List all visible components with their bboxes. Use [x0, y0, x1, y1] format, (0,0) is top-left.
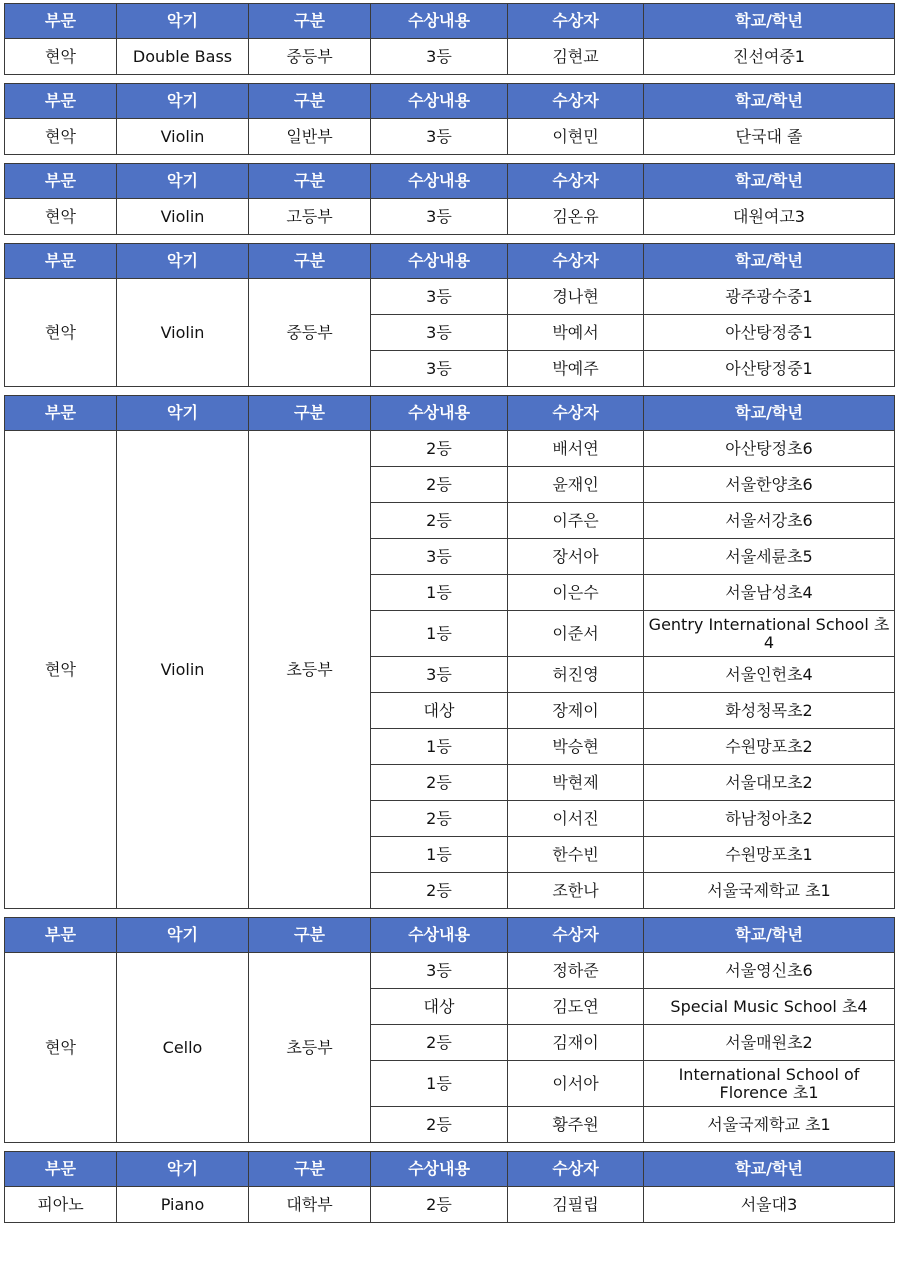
winner-cell: 윤재인: [508, 467, 644, 503]
header-category: 부문: [5, 4, 117, 39]
school-cell: International School of Florence 초1: [644, 1061, 895, 1107]
school-cell: 진선여중1: [644, 39, 895, 75]
winner-cell: 김필립: [508, 1187, 644, 1223]
winner-cell: 이현민: [508, 119, 644, 155]
award-table: [4, 243, 895, 387]
category-cell: 현악: [5, 199, 117, 235]
winner-cell: 한수빈: [508, 837, 644, 873]
school-cell: 서울세륜초5: [644, 539, 895, 575]
winner-cell: 박예주: [508, 351, 644, 387]
header-instrument: 악기: [117, 918, 249, 953]
school-cell: 광주광수중1: [644, 279, 895, 315]
award-table: [4, 163, 895, 235]
category-cell: 피아노: [5, 1187, 117, 1223]
table-header-row: [5, 244, 895, 279]
school-cell: 서울한양초6: [644, 467, 895, 503]
table-row: [5, 431, 895, 467]
header-winner: 수상자: [508, 1152, 644, 1187]
award-cell: 3등: [371, 199, 508, 235]
award-table: [4, 1151, 895, 1223]
award-cell: 2등: [371, 765, 508, 801]
award-table: [4, 3, 895, 75]
award-cell: 2등: [371, 1025, 508, 1061]
school-cell: 화성청목초2: [644, 693, 895, 729]
table-header-row: [5, 84, 895, 119]
instrument-cell: Cello: [117, 953, 249, 1143]
instrument-cell: Violin: [117, 279, 249, 387]
category-cell: 현악: [5, 39, 117, 75]
school-cell: Gentry International School 초4: [644, 611, 895, 657]
award-cell: 2등: [371, 503, 508, 539]
division-cell: 대학부: [249, 1187, 371, 1223]
award-cell: 3등: [371, 279, 508, 315]
table-row: [5, 279, 895, 315]
table-row: [5, 953, 895, 989]
header-category: 부문: [5, 84, 117, 119]
school-cell: 서울매원초2: [644, 1025, 895, 1061]
award-table: [4, 83, 895, 155]
division-cell: 초등부: [249, 431, 371, 909]
award-cell: 1등: [371, 1061, 508, 1107]
category-cell: 현악: [5, 953, 117, 1143]
winner-cell: 이준서: [508, 611, 644, 657]
table-header-row: [5, 396, 895, 431]
school-cell: 아산탕정중1: [644, 351, 895, 387]
header-category: 부문: [5, 164, 117, 199]
winner-cell: 경나현: [508, 279, 644, 315]
school-cell: 수원망포초2: [644, 729, 895, 765]
award-cell: 3등: [371, 39, 508, 75]
header-award: 수상내용: [371, 1152, 508, 1187]
division-cell: 중등부: [249, 39, 371, 75]
award-cell: 1등: [371, 575, 508, 611]
winner-cell: 김현교: [508, 39, 644, 75]
winner-cell: 정하준: [508, 953, 644, 989]
table-row: [5, 199, 895, 235]
winner-cell: 배서연: [508, 431, 644, 467]
header-category: 부문: [5, 1152, 117, 1187]
winner-cell: 박현제: [508, 765, 644, 801]
school-cell: Special Music School 초4: [644, 989, 895, 1025]
instrument-cell: Violin: [117, 199, 249, 235]
award-cell: 1등: [371, 729, 508, 765]
award-cell: 3등: [371, 657, 508, 693]
school-cell: 아산탕정중1: [644, 315, 895, 351]
award-cell: 2등: [371, 431, 508, 467]
table-header-row: [5, 164, 895, 199]
header-winner: 수상자: [508, 244, 644, 279]
header-category: 부문: [5, 918, 117, 953]
header-instrument: 악기: [117, 244, 249, 279]
category-cell: 현악: [5, 431, 117, 909]
division-cell: 중등부: [249, 279, 371, 387]
header-award: 수상내용: [371, 244, 508, 279]
header-award: 수상내용: [371, 164, 508, 199]
school-cell: 서울대모초2: [644, 765, 895, 801]
division-cell: 초등부: [249, 953, 371, 1143]
header-division: 구분: [249, 1152, 371, 1187]
school-cell: 단국대 졸: [644, 119, 895, 155]
winner-cell: 이은수: [508, 575, 644, 611]
header-award: 수상내용: [371, 396, 508, 431]
header-school: 학교/학년: [644, 84, 895, 119]
winner-cell: 허진영: [508, 657, 644, 693]
award-cell: 3등: [371, 315, 508, 351]
award-cell: 2등: [371, 873, 508, 909]
winner-cell: 장서아: [508, 539, 644, 575]
award-cell: 3등: [371, 539, 508, 575]
award-results-list: [4, 3, 894, 1223]
winner-cell: 박예서: [508, 315, 644, 351]
header-school: 학교/학년: [644, 244, 895, 279]
header-division: 구분: [249, 164, 371, 199]
header-school: 학교/학년: [644, 1152, 895, 1187]
header-award: 수상내용: [371, 918, 508, 953]
header-school: 학교/학년: [644, 164, 895, 199]
table-header-row: [5, 918, 895, 953]
header-winner: 수상자: [508, 84, 644, 119]
award-cell: 2등: [371, 801, 508, 837]
instrument-cell: Violin: [117, 119, 249, 155]
winner-cell: 이서아: [508, 1061, 644, 1107]
school-cell: 하남청아초2: [644, 801, 895, 837]
header-winner: 수상자: [508, 164, 644, 199]
school-cell: 대원여고3: [644, 199, 895, 235]
school-cell: 서울대3: [644, 1187, 895, 1223]
award-cell: 1등: [371, 837, 508, 873]
category-cell: 현악: [5, 119, 117, 155]
division-cell: 일반부: [249, 119, 371, 155]
winner-cell: 조한나: [508, 873, 644, 909]
header-division: 구분: [249, 396, 371, 431]
division-cell: 고등부: [249, 199, 371, 235]
header-award: 수상내용: [371, 4, 508, 39]
header-division: 구분: [249, 84, 371, 119]
header-category: 부문: [5, 244, 117, 279]
table-header-row: [5, 1152, 895, 1187]
category-cell: 현악: [5, 279, 117, 387]
award-cell: 2등: [371, 1107, 508, 1143]
header-winner: 수상자: [508, 4, 644, 39]
award-table: [4, 917, 895, 1143]
header-category: 부문: [5, 396, 117, 431]
header-winner: 수상자: [508, 396, 644, 431]
school-cell: 서울영신초6: [644, 953, 895, 989]
school-cell: 수원망포초1: [644, 837, 895, 873]
award-cell: 대상: [371, 693, 508, 729]
winner-cell: 장제이: [508, 693, 644, 729]
award-cell: 2등: [371, 1187, 508, 1223]
winner-cell: 이주은: [508, 503, 644, 539]
header-school: 학교/학년: [644, 4, 895, 39]
header-instrument: 악기: [117, 164, 249, 199]
table-header-row: [5, 4, 895, 39]
winner-cell: 김도연: [508, 989, 644, 1025]
school-cell: 서울서강초6: [644, 503, 895, 539]
header-school: 학교/학년: [644, 396, 895, 431]
award-table: [4, 395, 895, 909]
award-cell: 3등: [371, 119, 508, 155]
header-award: 수상내용: [371, 84, 508, 119]
header-instrument: 악기: [117, 396, 249, 431]
table-row: [5, 39, 895, 75]
winner-cell: 이서진: [508, 801, 644, 837]
award-cell: 대상: [371, 989, 508, 1025]
school-cell: 서울국제학교 초1: [644, 873, 895, 909]
school-cell: 서울남성초4: [644, 575, 895, 611]
header-winner: 수상자: [508, 918, 644, 953]
header-division: 구분: [249, 4, 371, 39]
instrument-cell: Violin: [117, 431, 249, 909]
award-cell: 3등: [371, 953, 508, 989]
header-instrument: 악기: [117, 4, 249, 39]
winner-cell: 황주원: [508, 1107, 644, 1143]
winner-cell: 박승현: [508, 729, 644, 765]
header-division: 구분: [249, 918, 371, 953]
winner-cell: 김온유: [508, 199, 644, 235]
award-cell: 3등: [371, 351, 508, 387]
header-division: 구분: [249, 244, 371, 279]
award-cell: 2등: [371, 467, 508, 503]
table-row: [5, 1187, 895, 1223]
school-cell: 서울인헌초4: [644, 657, 895, 693]
table-row: [5, 119, 895, 155]
header-instrument: 악기: [117, 84, 249, 119]
school-cell: 서울국제학교 초1: [644, 1107, 895, 1143]
instrument-cell: Piano: [117, 1187, 249, 1223]
winner-cell: 김재이: [508, 1025, 644, 1061]
header-instrument: 악기: [117, 1152, 249, 1187]
school-cell: 아산탕정초6: [644, 431, 895, 467]
header-school: 학교/학년: [644, 918, 895, 953]
award-cell: 1등: [371, 611, 508, 657]
instrument-cell: Double Bass: [117, 39, 249, 75]
